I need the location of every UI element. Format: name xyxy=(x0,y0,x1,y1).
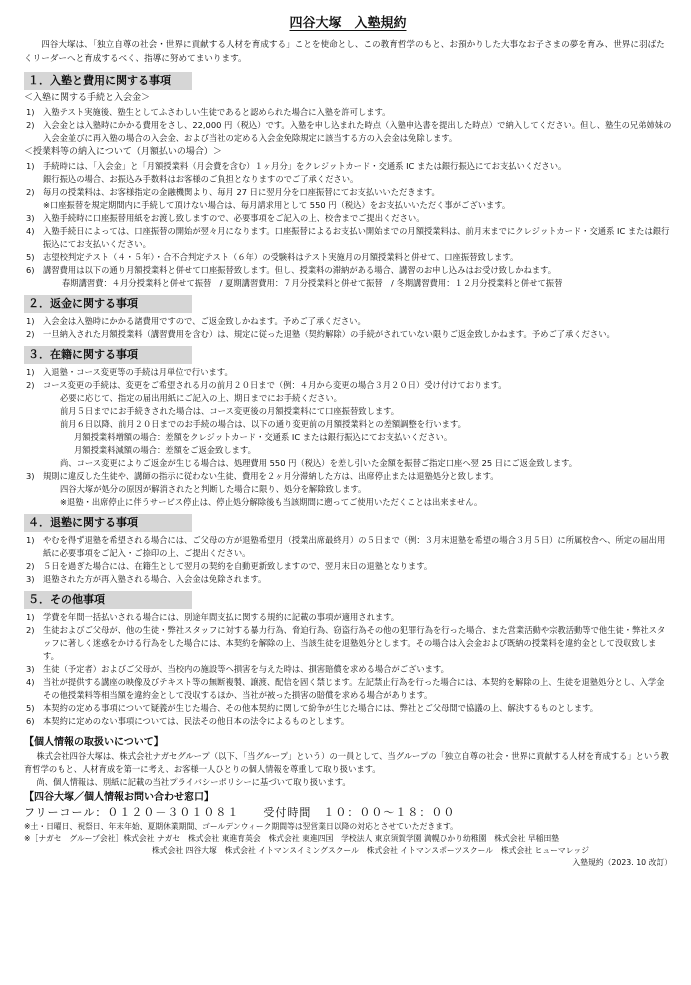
subheading: ＜入塾に関する手続と入会金＞ xyxy=(24,93,151,103)
item-text: 手続時には、「入会金」と「月額授業料（月会費を含む）１ヶ月分」をクレジットカード・交通系 IC または銀行振込にてお支払いください。 xyxy=(43,161,567,171)
item-number: 5) xyxy=(26,252,35,262)
note-line: 四谷大塚が処分の原因が解消されたと判断した場合に限り、処分を解除致します。 xyxy=(60,484,367,494)
revision-date: 入塾規約（2023. 10 改訂） xyxy=(572,858,672,867)
item-number: 2) xyxy=(26,380,35,390)
list xyxy=(24,160,672,277)
item-text: 入塾手続時に口座振替用紙をお渡し致しますので、必要事項をご記入の上、校舎までご提出ください。 xyxy=(43,213,425,223)
item-text: 学費を年間一括払いされる場合には、別途年間支払に関する規約に記載の事項が適用されます。 xyxy=(43,612,400,622)
list-item xyxy=(24,212,672,225)
item-text: 規則に違反した生徒や、講師の指示に従わない生徒、費用を２ヶ月分滞納した方は、出席停止または退塾処分と致します。 xyxy=(43,471,499,481)
item-number: 1) xyxy=(26,367,35,377)
freecall-line: フリーコール：０１２０－３０１０８１ 受付時間 １０：００～１８：００ xyxy=(24,806,456,819)
page-title: 四谷大塚 入塾規約 xyxy=(289,16,407,31)
extra-lines xyxy=(24,483,672,509)
list-item xyxy=(24,264,672,277)
item-text: コース変更の手続は、変更をご希望される月の前月２０日まで（例：４月から変更の場合３月２０日）受け付けております。 xyxy=(43,380,507,390)
item-number: 4) xyxy=(26,226,35,236)
note-line: 月額授業料減額の場合：差額をご返金致します。 xyxy=(74,445,256,455)
list-item xyxy=(24,534,672,560)
section-heading: ５．その他事項 xyxy=(24,591,192,609)
list-item xyxy=(24,470,672,483)
item-number: 3) xyxy=(26,664,35,674)
list-item xyxy=(24,379,672,392)
list-item xyxy=(24,315,672,328)
document xyxy=(24,8,672,869)
item-text: 志望校判定テスト（４・５年）・合不合判定テスト（６年）の受験料はテスト実施月の月額授業料と併せて、口座振替致します。 xyxy=(43,252,519,262)
item-text: ※口座振替を規定期間内に手続して頂けない場合は、毎月請求用として 550 円（税込）をお支払いいただく事がございます。 xyxy=(43,200,511,210)
item-number: 6) xyxy=(26,265,35,275)
item-number: 4) xyxy=(26,677,35,687)
item-text: 生徒（予定者）およびご父母が、当校内の施設等へ損害を与えた時は、損害賠償を求める場合がございます。 xyxy=(43,664,449,674)
item-text: 本契約に定めのない事項については、民法その他日本の法令によるものとします。 xyxy=(43,716,350,726)
subheading: ＜授業料等の納入について（月額払いの場合）＞ xyxy=(24,147,222,157)
list-item xyxy=(24,119,672,145)
item-number: 6) xyxy=(26,716,35,726)
section-heading: ４．退塾に関する事項 xyxy=(24,514,192,532)
note-line: 月額授業料増額の場合：差額をクレジットカード・交通系 IC または銀行振込にてお支払いください。 xyxy=(74,432,453,442)
item-number: 2) xyxy=(26,329,35,339)
list-item xyxy=(24,328,672,341)
note-line: ※退塾・出席停止に伴うサービス停止は、停止処分解除後も当該期間に遡ってご使用いただくことは出来ません。 xyxy=(60,497,483,507)
note-line: 必要に応じて、指定の届出用紙にご記入の上、期日までにお手続ください。 xyxy=(60,393,342,403)
list-item xyxy=(24,573,672,586)
note-line: 尚、コース変更によりご返金が生じる場合は、処理費用 550 円（税込）を差し引いた金額を振替ご指定口座へ翌 25 日にご返金致します。 xyxy=(60,458,578,468)
item-number: 3) xyxy=(26,471,35,481)
item-text: 生徒およびご父母が、他の生徒・弊社スタッフに対する暴力行為、脅迫行為、窃盗行為その他の犯罪行為を行った場合、また営業活動や宗教活動等で他生徒・弊社スタッフに著しく迷惑をかける行為をした場合には、本契約を解除の上、当該生徒を退塾処分とします。その場合は入会金および既納の授業料を違約金として没収致します。 xyxy=(43,625,666,661)
list-item xyxy=(24,186,672,212)
note-line: 前月５日までにお手続きされた場合は、コース変更後の月額授業料にて口座振替致します。 xyxy=(60,406,400,416)
hours-note: ※土・日曜日、祝祭日、年末年始、夏期休業期間、ゴールデンウィーク期間等は翌営業日以降の対応とさせていただきます。 xyxy=(24,822,458,831)
list-item xyxy=(24,676,672,702)
list-item xyxy=(24,225,672,251)
item-text: やむを得ず退塾を希望される場合には、ご父母の方が退塾希望月（授業出席最終月）の５日まで（例：３月末退塾を希望の場合３月５日）に所属校舎へ、所定の届出用紙に必要事項をご記入・ご捺印の上、ご提出ください。 xyxy=(43,535,666,558)
item-number: 1) xyxy=(26,107,35,117)
item-number: 2) xyxy=(26,625,35,635)
contact-heading: 【四谷大塚／個人情報お問い合わせ窓口】 xyxy=(24,792,214,803)
extra-lines xyxy=(24,392,672,470)
item-text: 入退塾・コース変更等の手続は月単位で行います。 xyxy=(43,367,233,377)
item-text: 毎月の授業料は、お客様指定の金融機関より、毎月 27 日に翌月分を口座振替にてお支払いいただきます。 xyxy=(43,187,440,197)
list xyxy=(24,534,672,586)
privacy-heading: 【個人情報の取扱いについて】 xyxy=(24,737,164,748)
item-text: 入塾手続日によっては、口座振替の開始が翌々月になります。口座振替によるお支払い開始までの月額授業料は、前月末までにクレジットカード・交通系 IC または銀行振込にてお支払いください。 xyxy=(43,226,670,249)
list-item xyxy=(24,611,672,624)
list-item xyxy=(24,715,672,728)
item-text: 銀行振込の場合、お振込み手数料はお客様のご負担となりますのでご了承ください。 xyxy=(43,174,359,184)
item-number: 2) xyxy=(26,561,35,571)
item-number: 3) xyxy=(26,213,35,223)
item-number: 2) xyxy=(26,120,35,130)
list xyxy=(24,611,672,728)
item-text: 一旦納入された月額授業料（講習費用を含む）は、規定に従った退塾（契約解除）の手続がされていない限りご返金致しかねます。予めご了承ください。 xyxy=(43,329,615,339)
item-text: 当社が提供する講座の映像及びテキスト等の無断複製、譲渡、配信を固く禁じます。左記禁止行為を行った場合には、本契約を解除の上、生徒を退塾処分とし、入学金その他授業料等相当額を違約金として没収するほか、当社が被った損害の賠償を求める場合があります。 xyxy=(43,677,665,700)
list-item xyxy=(24,702,672,715)
section-heading: １．入塾と費用に関する事項 xyxy=(24,72,192,90)
group-companies: ※［ナガセ グループ会社］株式会社 ナガセ 株式会社 東進育英会 株式会社 東進四国 学校法人 東京須賀学園 満幌ひかり幼稚園 株式会社 早稲田塾 xyxy=(24,834,560,843)
item-text: 講習費用は以下の通り月額授業料と併せて口座振替致します。但し、授業料の滞納がある場合、講習のお申し込みはお受け致しかねます。 xyxy=(43,265,557,275)
item-number: 1) xyxy=(26,316,35,326)
item-number: 1) xyxy=(26,612,35,622)
section-heading: ３．在籍に関する事項 xyxy=(24,346,192,364)
item-text: 入会金とは入塾時にかかる費用をさし、22,000 円（税込）です。入塾を申し込まれた時点（入塾申込書を提出した時点）で納入してください。但し、塾生の兄弟姉妹の入会金並びに再入塾の場合の入会金、および当社の定める入会金免除規定に該当する方の入会金は免除します。 xyxy=(43,120,672,143)
list-item xyxy=(24,663,672,676)
list-item xyxy=(24,251,672,264)
list xyxy=(24,470,672,483)
list-item xyxy=(24,560,672,573)
item-number: 2) xyxy=(26,187,35,197)
item-number: 1) xyxy=(26,535,35,545)
item-text: 本契約の定める事項について疑義が生じた場合、その他本契約に関して紛争が生じた場合には、弊社とご父母間で協議の上、解決するものとします。 xyxy=(43,703,599,713)
note-line: 前月６日以降、前月２０日までのお手続の場合は、以下の通り変更前の月額授業料との差額調整を行います。 xyxy=(60,419,466,429)
list xyxy=(24,315,672,341)
item-number: 3) xyxy=(26,574,35,584)
list xyxy=(24,366,672,392)
section-heading: ２．返金に関する事項 xyxy=(24,295,192,313)
privacy-body: 株式会社四谷大塚は、株式会社ナガセグループ（以下、「当グループ」という）の一員として、当グループの「独立自尊の社会・世界に貢献する人材を育成する」という教育哲学のもと、人材育成を第一に考え、お客様一人ひとりの個人情報を尊重して取り扱います。 xyxy=(24,751,669,774)
list-item xyxy=(24,624,672,663)
privacy-body-2: 尚、個人情報は、別紙に記載の当社プライバシーポリシーに基づいて取り扱います。 xyxy=(36,777,351,787)
intro-paragraph: 四谷大塚は、「独立自尊の社会・世界に貢献する人材を育成する」ことを使命とし、この教育哲学のもと、お預かりした大事なお子さまの夢を育み、世界に羽ばたくリーダーへと育成するべく、指導に努めてまいります。 xyxy=(24,40,665,64)
item-number: 1) xyxy=(26,161,35,171)
group-companies-2: 株式会社 四谷大塚 株式会社 イトマンスイミングスクール 株式会社 イトマンスポーツスクール 株式会社 ヒューマレッジ xyxy=(152,846,590,855)
seasonal-fees: 春期講習費：４月分授業料と併せて振替 / 夏期講習費用：７月分授業料と併せて振替 / 冬期講習費用：１２月分授業料と併せて振替 xyxy=(62,278,563,288)
item-text: 入塾テスト実施後、塾生としてふさわしい生徒であると認められた場合に入塾を許可します。 xyxy=(43,107,391,117)
item-number: 5) xyxy=(26,703,35,713)
list-item xyxy=(24,366,672,379)
item-text: 入会金は入塾時にかかる諸費用ですので、ご返金致しかねます。予めご了承ください。 xyxy=(43,316,366,326)
item-text: ５日を過ぎた場合には、在籍生として翌月の契約を自動更新致しますので、翌月末日の退塾となります。 xyxy=(43,561,433,571)
item-text: 退塾された方が再入塾される場合、入会金は免除されます。 xyxy=(43,574,267,584)
list xyxy=(24,106,672,145)
list-item xyxy=(24,160,672,186)
list-item xyxy=(24,106,672,119)
